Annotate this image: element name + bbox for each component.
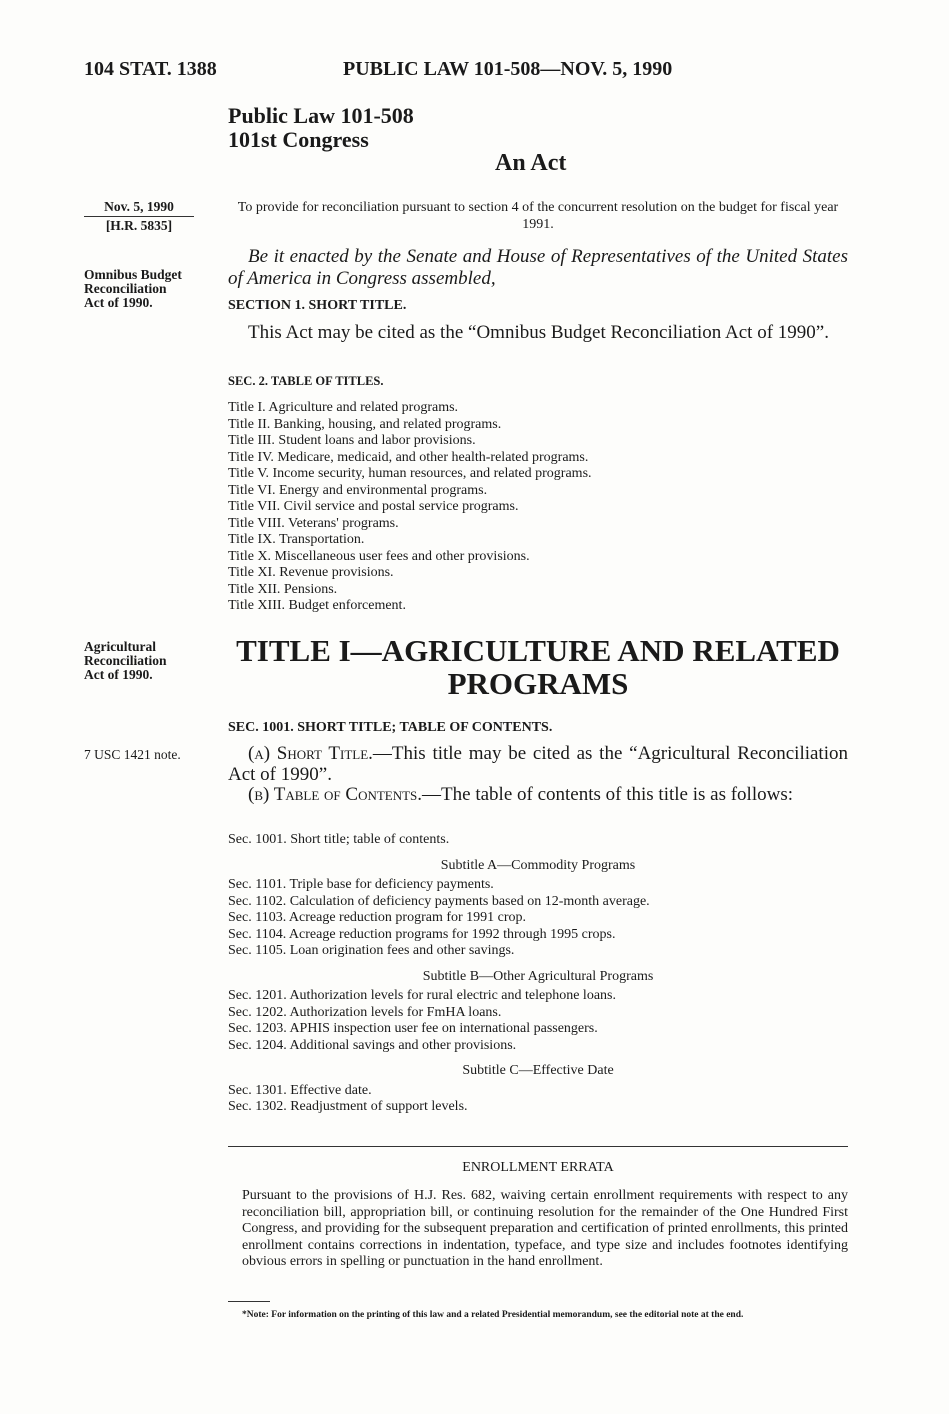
enacting-clause: Be it enacted by the Senate and House of Representatives of the United States of America in Congress assembled, — [228, 246, 848, 289]
toc-item: Sec. 1301. Effective date. — [228, 1082, 372, 1098]
sec1001-a — [228, 743, 848, 785]
note-line: Omnibus Budget — [84, 267, 182, 282]
toc-item: Sec. 1105. Loan origination fees and other savings. — [228, 943, 515, 958]
law-number: Public Law 101-508 — [228, 103, 414, 128]
para-label: (a) Short Title. — [248, 743, 373, 764]
title-item: Title IX. Transportation. — [228, 532, 365, 547]
title-list — [228, 400, 848, 615]
sec1-text: This Act may be cited as the “Omnibus Budget Reconciliation Act of 1990”. — [248, 322, 829, 343]
margin-omnibus — [84, 268, 204, 310]
title-item: Title XIII. Budget enforcement. — [228, 598, 406, 613]
margin-usc: 7 USC 1421 note. — [84, 747, 181, 762]
sec1001-b — [228, 784, 848, 805]
toc-item: Sec. 1101. Triple base for deficiency payments. — [228, 877, 494, 892]
purpose: To provide for reconciliation pursuant to section 4 of the concurrent resolution on the budget for fiscal year 1991. — [237, 200, 839, 232]
para-text: —The table of contents of this title is as follows: — [422, 784, 794, 805]
title-item: Title IV. Medicare, medicaid, and other health-related programs. — [228, 449, 589, 465]
footnote: *Note: For information on the printing of this law and a related Presidential memorandum, see the editorial note at the end. — [242, 1310, 744, 1320]
subtitle-heading: Subtitle C—Effective Date — [462, 1063, 614, 1078]
note-line: Act of 1990. — [84, 295, 153, 310]
sec2-heading: SEC. 2. TABLE OF TITLES. — [228, 374, 384, 388]
toc-item: Sec. 1102. Calculation of deficiency payments based on 12-month average. — [228, 893, 650, 909]
toc-item: Sec. 1001. Short title; table of contents. — [228, 832, 450, 847]
sec1-heading: SECTION 1. SHORT TITLE. — [228, 298, 407, 313]
toc-item: Sec. 1201. Authorization levels for rural electric and telephone loans. — [228, 988, 616, 1003]
title-line: PROGRAMS — [447, 666, 629, 701]
divider — [228, 1146, 848, 1147]
title-item: Title XI. Revenue provisions. — [228, 565, 394, 580]
note-line: Reconciliation — [84, 281, 167, 296]
title-item: Title V. Income security, human resources, and related programs. — [228, 466, 592, 481]
toc-item: Sec. 1203. APHIS inspection user fee on international passengers. — [228, 1021, 598, 1036]
title-item: Title I. Agriculture and related programs. — [228, 400, 459, 415]
running-head: PUBLIC LAW 101-508—NOV. 5, 1990 — [343, 58, 673, 80]
title-item: Title XII. Pensions. — [228, 581, 338, 597]
errata-text: Pursuant to the provisions of H.J. Res. 682, waiving certain enrollment requirements with respect to any reconciliation bill, appropriation bill, or continuing resolution for the remainder of the One Hundred First Congress, and providing for the subsequent preparation and certification of printed enrollments, this printed enrollment contains corrections in indentation, typeface, and type size and includes footnotes identifying obvious errors in spelling or punctuation in the hand enrollment. — [242, 1188, 848, 1269]
title-item: Title VII. Civil service and postal service programs. — [228, 499, 519, 514]
toc — [228, 832, 848, 1116]
note-line: Agricultural — [84, 639, 156, 654]
title-line: TITLE I—AGRICULTURE AND RELATED — [236, 633, 840, 668]
title-item: Title III. Student loans and labor provisions. — [228, 433, 476, 448]
note-line: Act of 1990. — [84, 667, 153, 682]
toc-item: Sec. 1202. Authorization levels for FmHA loans. — [228, 1004, 502, 1020]
congress: 101st Congress — [228, 127, 369, 152]
para-label: (b) Table of Contents. — [248, 784, 423, 805]
margin-date: Nov. 5, 1990 — [84, 200, 194, 217]
sec1001-heading: SEC. 1001. SHORT TITLE; TABLE OF CONTENTS. — [228, 720, 553, 735]
stat-page: 104 STAT. 1388 — [84, 58, 217, 80]
toc-item: Sec. 1204. Additional savings and other provisions. — [228, 1037, 517, 1053]
para-text: —This title may be cited as the “Agricultural Reconciliation Act of 1990”. — [228, 743, 848, 785]
subtitle-heading: Subtitle B—Other Agricultural Programs — [422, 968, 654, 984]
note-line: Reconciliation — [84, 653, 167, 668]
margin-agri — [84, 640, 204, 682]
subtitle-heading: Subtitle A—Commodity Programs — [440, 857, 636, 873]
act-heading: An Act — [495, 150, 567, 176]
title-item: Title II. Banking, housing, and related programs. — [228, 416, 502, 432]
toc-item: Sec. 1302. Readjustment of support levels. — [228, 1099, 468, 1114]
title-item: Title VIII. Veterans' programs. — [228, 515, 399, 531]
title-item: Title VI. Energy and environmental programs. — [228, 482, 488, 498]
margin-bill: [H.R. 5835] — [105, 218, 173, 233]
title-item: Title X. Miscellaneous user fees and other provisions. — [228, 548, 530, 564]
footnote-rule — [228, 1301, 270, 1302]
title1-heading — [228, 634, 848, 700]
errata-heading: ENROLLMENT ERRATA — [462, 1160, 614, 1175]
toc-item: Sec. 1104. Acreage reduction programs for 1992 through 1995 crops. — [228, 926, 616, 942]
toc-item: Sec. 1103. Acreage reduction program for 1991 crop. — [228, 910, 527, 925]
